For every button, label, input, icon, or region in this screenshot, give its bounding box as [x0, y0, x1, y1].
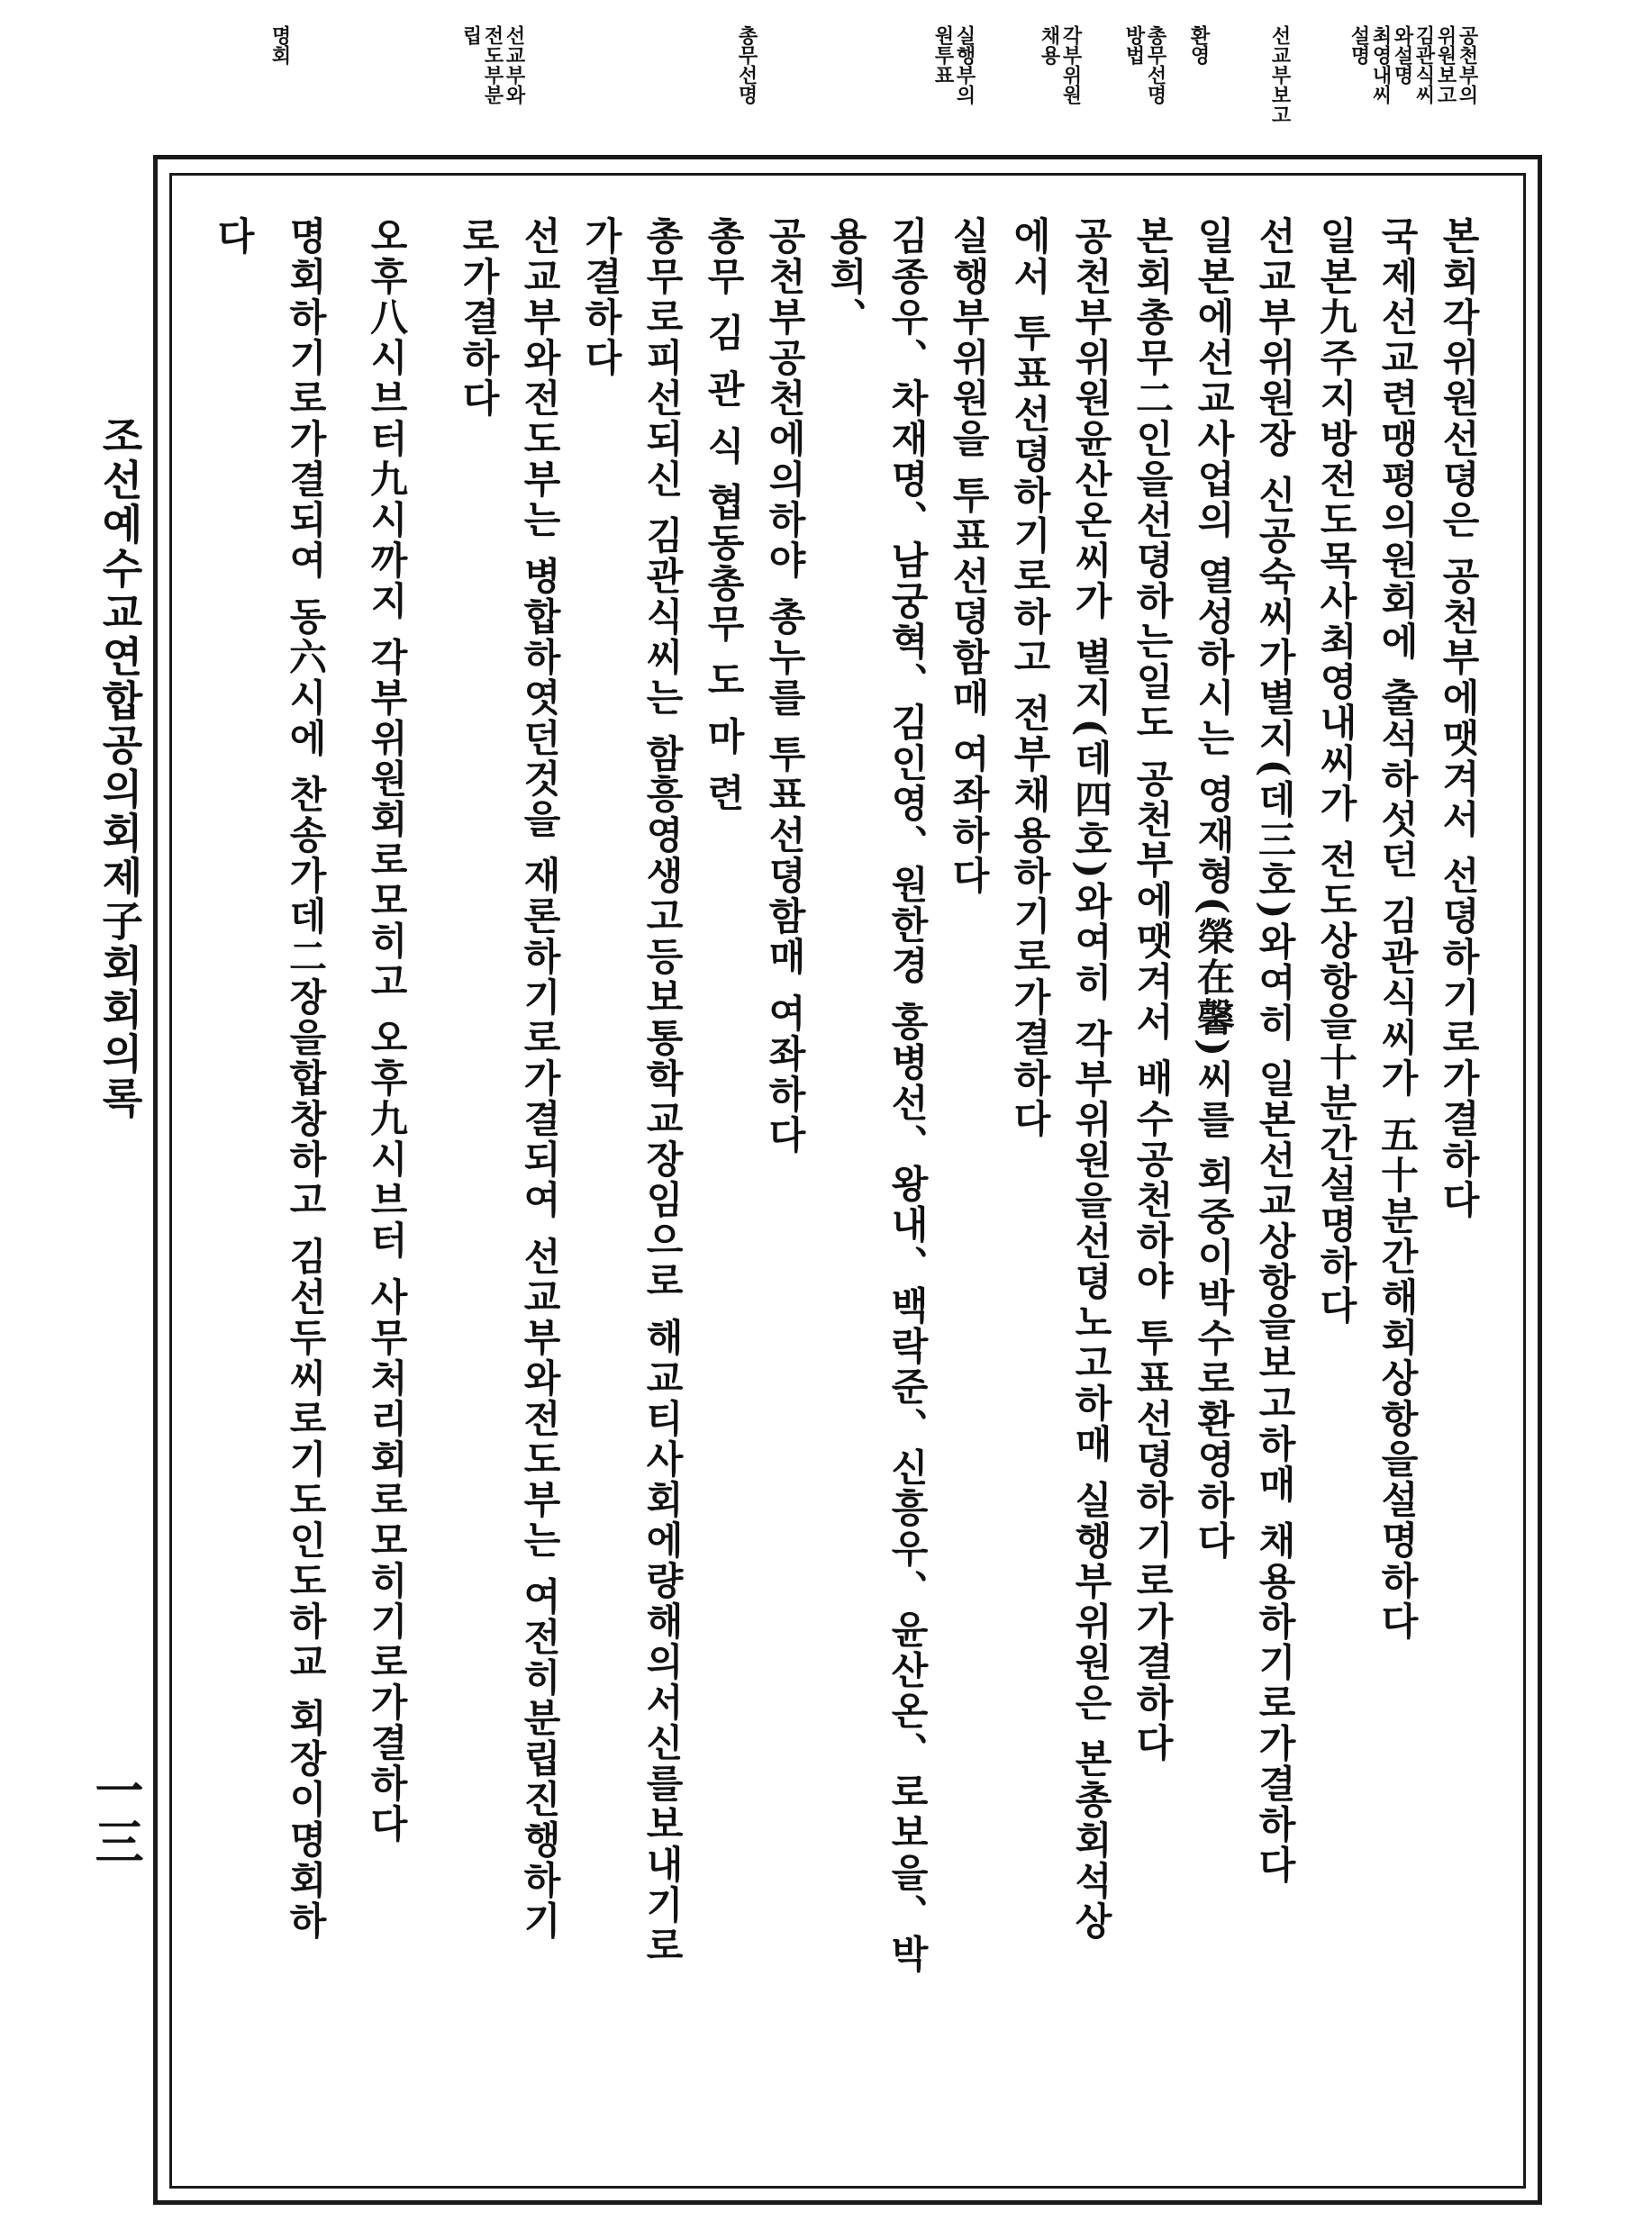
margin-note: 최영내씨: [1369, 25, 1393, 104]
text-line: 일본九주지방전도목사최영내씨가 전도상항을十분간설명하다: [1314, 216, 1358, 1327]
margin-note: 원투표: [931, 25, 955, 85]
margin-note: 립: [459, 25, 483, 45]
margin-note: 김관식씨: [1412, 25, 1436, 104]
text-line: 본회총무二인을선뎡하는일도 공천부에맷겨서 배수공천하야 투표선뎡하기로가결하다: [1130, 216, 1175, 1763]
text-line: 에서 투표선뎡하기로하고 전부채용하기로가결하다: [1008, 216, 1052, 1140]
text-line: 공천부위원윤산온씨가 별지(데四호)와여히 각부위원을선뎡노고하매 실행부위원은 본총회석상: [1069, 216, 1113, 1943]
margin-note: 선교부보고: [1268, 25, 1292, 124]
page-number: 一三: [87, 1765, 145, 1868]
text-line: 오후八시브터九시까지 각부위원회로모히고 오후九시브터 사무처리회로모히기로가결하다: [365, 216, 409, 1845]
margin-note: 환영: [1187, 25, 1211, 65]
text-line: 총무로피선되신 김관식씨는 함흥영생고등보통학교장임으로 해교티사회에량해의서신를보내기로: [640, 216, 685, 1966]
margin-note: 와설명: [1391, 25, 1414, 85]
margin-note: 전도부분: [481, 25, 504, 104]
margin-note: 총무선명: [1144, 25, 1167, 104]
margin-note: 각부위원: [1059, 25, 1083, 104]
running-title: 조선예수교연합공의회제子회회의록: [95, 414, 144, 1120]
margin-note: 공천부의: [1456, 25, 1479, 104]
margin-note: 실행부의: [953, 25, 976, 104]
text-line: 명회하기로가결되여 동六시에 찬송가데二장을합창하고 김선두씨로기도인도하교 회장이명회하: [284, 216, 328, 1942]
text-line: 총무 김 관 식 협동총무 도 마 련: [702, 216, 746, 814]
margin-note: 명회: [268, 25, 292, 65]
text-line: 용희、: [824, 216, 868, 338]
text-line: 공천부공천에의하야 총누를 투표선뎡함매 여좌하다: [763, 216, 807, 1156]
margin-note: 총무선명: [735, 25, 758, 104]
text-line: 다: [212, 216, 256, 257]
text-line: 김종우、차재명、남궁혁、김인영、원한경 홍병선、왕내、백락준、신흥우、윤산온、로보을、박: [885, 216, 930, 1975]
text-line: 선교부와전도부는 병합하엿던것을 재론하기로가결되여 선교부와전도부는 여전히분립진행하기: [518, 216, 562, 1942]
text-line: 일본에선교사업의 열성하시는 영재형(榮在馨)씨를 회중이박수로환영하다: [1192, 216, 1236, 1562]
margin-note: 방법: [1122, 25, 1146, 65]
text-line: 국제선교련맹평의원회에 출석하섯던 김관식씨가 五十분간해회상항을설명하다: [1375, 216, 1420, 1642]
margin-note: 선교부와: [503, 25, 526, 104]
margin-note: 설명: [1348, 25, 1371, 65]
margin-note: 채용: [1038, 25, 1061, 65]
text-line: 실행부위원을 투표선뎡함매 여좌하다: [947, 216, 991, 897]
text-line: 로가결하다: [457, 216, 501, 419]
margin-note: 위원보고: [1434, 25, 1457, 104]
text-line: 가결하다: [579, 216, 623, 378]
text-line: 선교부위원장 신공숙씨가별지(데三호)와여히 일본선교상항을보고하매 채용하기로가결하다: [1253, 216, 1297, 1886]
text-line: 본회각위원선뎡은 공천부에맷겨서 선뎡하기로가결하다: [1437, 216, 1481, 1221]
